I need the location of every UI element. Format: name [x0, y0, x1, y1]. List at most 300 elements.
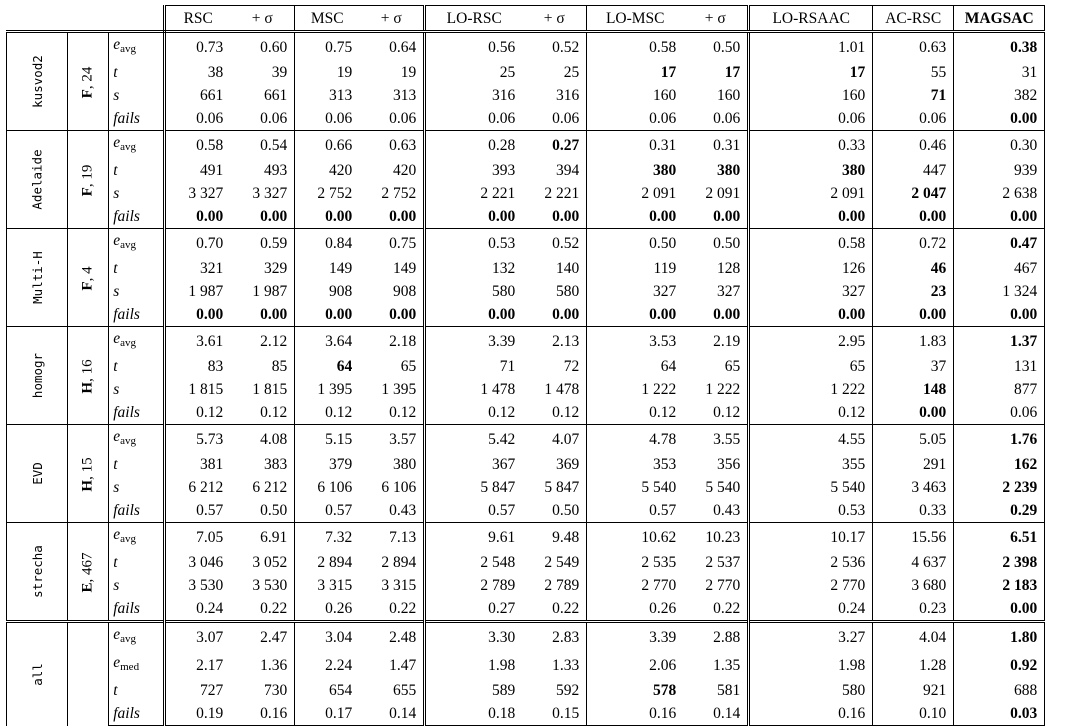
- value-cell: 0.22: [230, 597, 295, 622]
- value-cell: 6 106: [317, 479, 353, 496]
- value-cell: 3.07: [165, 622, 231, 652]
- metric-label: [109, 84, 165, 107]
- metric-subscript: avg: [120, 633, 137, 645]
- value-cell: 4.55: [749, 425, 873, 454]
- metric-symbol: s: [113, 381, 120, 398]
- value-cell: 0.56: [425, 32, 523, 62]
- value-cell: 2 183: [954, 574, 1045, 597]
- value-cell: 0.00: [587, 205, 684, 229]
- problem-letter: H: [79, 479, 96, 492]
- value-cell: 3 327: [165, 182, 231, 205]
- metric-label: [109, 476, 165, 499]
- value-cell: 0.12: [230, 401, 295, 425]
- metric-symbol: t: [113, 554, 118, 571]
- value-cell: 1.35: [713, 656, 741, 674]
- value-cell: 0.00: [522, 303, 587, 327]
- value-cell: 3.64: [295, 327, 360, 356]
- value-cell: 356: [716, 456, 741, 473]
- header-lo-rsaac: LO-RSAAC: [749, 6, 873, 32]
- header-rsc: RSC: [165, 6, 231, 32]
- value-cell: 589: [425, 679, 523, 702]
- header-lo-rsc-sigma: + σ: [522, 6, 587, 32]
- value-cell: 0.22: [359, 597, 425, 622]
- table-row: [7, 622, 1045, 652]
- value-cell: 491: [165, 159, 231, 182]
- metric-symbol: s: [113, 87, 120, 104]
- value-cell: 2.19: [683, 327, 749, 356]
- value-cell: 661: [165, 84, 231, 107]
- results-table: [6, 5, 1045, 726]
- value-cell: 65: [749, 355, 873, 378]
- problem-count: 4: [79, 265, 96, 274]
- value-cell: 3.04: [295, 622, 360, 652]
- value-cell: 0.22: [522, 597, 587, 622]
- value-cell: 581: [716, 682, 741, 699]
- value-cell: 2 770: [749, 574, 873, 597]
- value-cell: 380: [392, 456, 417, 473]
- problem-type: H, 16: [79, 358, 96, 394]
- value-cell: 65: [400, 358, 417, 375]
- table-row: [7, 425, 1045, 454]
- metric-label: [109, 280, 165, 303]
- value-cell: 2 537: [705, 554, 741, 571]
- value-cell: 1 987: [230, 280, 295, 303]
- table-row: [7, 523, 1045, 552]
- value-cell: 447: [873, 159, 954, 182]
- value-cell: 0.46: [873, 131, 954, 160]
- value-cell: 0.30: [954, 131, 1045, 160]
- value-cell: 5 847: [522, 476, 587, 499]
- value-cell: 0.00: [522, 205, 587, 229]
- metric-label: [109, 453, 165, 476]
- value-cell: 0.50: [587, 229, 684, 258]
- value-cell: 5 540: [749, 476, 873, 499]
- value-cell: 4.04: [873, 622, 954, 652]
- value-cell: 1.80: [954, 622, 1045, 652]
- value-cell: 688: [954, 679, 1045, 702]
- value-cell: 5.73: [165, 425, 231, 454]
- metric-symbol: e: [113, 330, 121, 347]
- metric-label: [109, 355, 165, 378]
- value-cell: 0.00: [230, 303, 295, 327]
- value-cell: 0.15: [522, 702, 587, 726]
- value-cell: 0.06: [954, 401, 1045, 425]
- value-cell: 0.33: [873, 499, 954, 523]
- value-cell: 0.12: [295, 401, 360, 425]
- value-cell: 1.37: [954, 327, 1045, 356]
- metric-symbol: t: [113, 358, 118, 375]
- metric-label: [109, 401, 165, 425]
- value-cell: 291: [873, 453, 954, 476]
- problem-label-cell: [68, 229, 109, 327]
- value-cell: 316: [425, 84, 523, 107]
- value-cell: 394: [522, 159, 587, 182]
- value-cell: 0.33: [749, 131, 873, 160]
- value-cell: 1.01: [749, 32, 873, 62]
- metric-symbol: t: [113, 456, 118, 473]
- value-cell: 2 638: [954, 182, 1045, 205]
- value-cell: 71: [425, 355, 523, 378]
- value-cell: 126: [749, 257, 873, 280]
- value-cell: 0.00: [954, 205, 1045, 229]
- dataset-name: Adelaide: [29, 149, 45, 210]
- metric-symbol: s: [113, 185, 120, 202]
- value-cell: 0.00: [749, 303, 873, 327]
- metric-subscript: avg: [120, 435, 137, 447]
- value-cell: 3 315: [381, 577, 417, 594]
- value-cell: 4.07: [522, 425, 587, 454]
- value-cell: 2 091: [641, 185, 677, 202]
- value-cell: 2 535: [641, 554, 677, 571]
- value-cell: 160: [716, 87, 741, 104]
- value-cell: 0.00: [873, 205, 954, 229]
- value-cell: 2 894: [381, 554, 417, 571]
- value-cell: 0.53: [425, 229, 523, 258]
- value-cell: 149: [392, 260, 417, 277]
- value-cell: 37: [873, 355, 954, 378]
- value-cell: 353: [652, 456, 677, 473]
- metric-symbol: t: [113, 260, 118, 277]
- value-cell: 908: [328, 283, 353, 300]
- value-cell: 2 221: [425, 182, 523, 205]
- value-cell: 580: [425, 280, 523, 303]
- metric-label: [109, 597, 165, 622]
- problem-type: E, 467: [79, 551, 96, 593]
- value-cell: 64: [660, 358, 677, 375]
- results-table-container: [6, 5, 1045, 726]
- value-cell: 939: [954, 159, 1045, 182]
- value-cell: 9.48: [522, 523, 587, 552]
- value-cell: 578: [652, 682, 677, 699]
- problem-type: F, 19: [79, 164, 96, 196]
- value-cell: 0.92: [954, 651, 1045, 679]
- problem-letter: E: [79, 581, 96, 593]
- value-cell: 313: [392, 87, 417, 104]
- value-cell: 1.36: [230, 651, 295, 679]
- value-cell: 921: [873, 679, 954, 702]
- value-cell: 0.06: [749, 107, 873, 131]
- metric-symbol: t: [113, 64, 118, 81]
- metric-symbol: e: [113, 526, 121, 543]
- metric-subscript: avg: [120, 337, 137, 349]
- value-cell: 1.76: [954, 425, 1045, 454]
- value-cell: 17: [749, 61, 873, 84]
- metric-label: [109, 622, 165, 652]
- value-cell: 393: [425, 159, 523, 182]
- value-cell: 3 052: [230, 551, 295, 574]
- value-cell: 0.26: [295, 597, 360, 622]
- metric-subscript: avg: [120, 43, 137, 55]
- value-cell: 0.72: [873, 229, 954, 258]
- value-cell: 467: [954, 257, 1045, 280]
- value-cell: 727: [165, 679, 231, 702]
- value-cell: 1 222: [705, 381, 741, 398]
- value-cell: 1.98: [749, 651, 873, 679]
- value-cell: 0.84: [295, 229, 360, 258]
- value-cell: 0.24: [165, 597, 231, 622]
- table-row: [7, 229, 1045, 258]
- value-cell: 38: [165, 61, 231, 84]
- value-cell: 329: [230, 257, 295, 280]
- table-row: [7, 257, 1045, 280]
- value-cell: 0.57: [425, 499, 523, 523]
- value-cell: 3.27: [749, 622, 873, 652]
- problem-count: 15: [79, 456, 96, 472]
- value-cell: 2 789: [522, 574, 587, 597]
- header-magsac: MAGSAC: [954, 6, 1045, 32]
- value-cell: 3.61: [165, 327, 231, 356]
- table-row: [7, 551, 1045, 574]
- metric-symbol: e: [113, 134, 121, 151]
- value-cell: 3 463: [873, 476, 954, 499]
- problem-count: 19: [79, 164, 96, 180]
- value-cell: 730: [230, 679, 295, 702]
- value-cell: 0.64: [359, 32, 425, 62]
- value-cell: 493: [230, 159, 295, 182]
- value-cell: 0.52: [522, 32, 587, 62]
- value-cell: 10.23: [683, 523, 749, 552]
- dataset-label-cell: [7, 523, 68, 622]
- metric-label: [109, 574, 165, 597]
- value-cell: 655: [392, 682, 417, 699]
- value-cell: 0.50: [230, 499, 295, 523]
- value-cell: 1 395: [317, 381, 353, 398]
- table-row: [7, 679, 1045, 702]
- value-cell: 19: [336, 64, 353, 81]
- value-cell: 71: [873, 84, 954, 107]
- value-cell: 0.31: [683, 131, 749, 160]
- problem-type: F, 24: [79, 66, 96, 98]
- value-cell: 0.60: [230, 32, 295, 62]
- value-cell: 10.17: [749, 523, 873, 552]
- value-cell: 1 987: [165, 280, 231, 303]
- dataset-label-cell: [7, 32, 68, 131]
- value-cell: 0.06: [425, 107, 523, 131]
- metric-subscript: avg: [120, 533, 137, 545]
- problem-type: F, 4: [79, 265, 96, 291]
- value-cell: 1 815: [165, 378, 231, 401]
- value-cell: 382: [954, 84, 1045, 107]
- value-cell: 0.47: [954, 229, 1045, 258]
- value-cell: 2 789: [425, 574, 523, 597]
- value-cell: 0.75: [295, 32, 360, 62]
- value-cell: 83: [165, 355, 231, 378]
- value-cell: 0.12: [749, 401, 873, 425]
- value-cell: 5.15: [295, 425, 360, 454]
- value-cell: 355: [749, 453, 873, 476]
- table-row: [7, 303, 1045, 327]
- value-cell: 5.05: [873, 425, 954, 454]
- problem-label-cell: [68, 32, 109, 131]
- value-cell: 908: [392, 283, 417, 300]
- dataset-name: homogr: [29, 352, 45, 399]
- value-cell: 2.95: [749, 327, 873, 356]
- value-cell: 0.16: [587, 702, 684, 726]
- header-lo-rsc: LO-RSC: [425, 6, 523, 32]
- value-cell: 1 222: [641, 381, 677, 398]
- table-row: [7, 378, 1045, 401]
- value-cell: 128: [716, 260, 741, 277]
- metric-subscript: avg: [120, 239, 137, 251]
- metric-subscript: avg: [120, 141, 137, 153]
- value-cell: 3 530: [165, 574, 231, 597]
- value-cell: 3.53: [587, 327, 684, 356]
- value-cell: 0.75: [359, 229, 425, 258]
- value-cell: 369: [522, 453, 587, 476]
- value-cell: 0.00: [954, 107, 1045, 131]
- value-cell: 2 047: [873, 182, 954, 205]
- header-row: [7, 6, 1045, 32]
- dataset-name: Multi-H: [29, 251, 45, 304]
- value-cell: 2 091: [749, 182, 873, 205]
- value-cell: 3 315: [317, 577, 353, 594]
- header-msc: MSC: [295, 6, 360, 32]
- value-cell: 119: [653, 260, 677, 277]
- value-cell: 0.43: [683, 499, 749, 523]
- metric-symbol: fails: [113, 600, 140, 617]
- value-cell: 0.14: [683, 702, 749, 726]
- problem-count: 16: [79, 358, 96, 374]
- metric-symbol: e: [113, 428, 121, 445]
- value-cell: 6.51: [954, 523, 1045, 552]
- metric-subscript: med: [120, 661, 140, 673]
- table-row: [7, 131, 1045, 160]
- value-cell: 0.52: [522, 229, 587, 258]
- value-cell: 380: [749, 159, 873, 182]
- value-cell: 2 770: [705, 577, 741, 594]
- value-cell: 7.32: [295, 523, 360, 552]
- value-cell: 2 398: [954, 551, 1045, 574]
- value-cell: 31: [954, 61, 1045, 84]
- value-cell: 367: [425, 453, 523, 476]
- problem-count: 467: [79, 551, 96, 575]
- value-cell: 6 106: [381, 479, 417, 496]
- value-cell: 0.50: [522, 499, 587, 523]
- metric-label: [109, 32, 165, 62]
- value-cell: 0.06: [873, 107, 954, 131]
- results-body: [7, 32, 1045, 726]
- problem-label-cell: [68, 327, 109, 425]
- value-cell: 0.00: [587, 303, 684, 327]
- value-cell: 3 680: [873, 574, 954, 597]
- value-cell: 0.38: [954, 32, 1045, 62]
- value-cell: 0.06: [587, 107, 684, 131]
- value-cell: 0.22: [683, 597, 749, 622]
- value-cell: 64: [336, 358, 353, 375]
- value-cell: 148: [873, 378, 954, 401]
- value-cell: 0.00: [165, 205, 231, 229]
- value-cell: 0.06: [165, 107, 231, 131]
- value-cell: 0.12: [165, 401, 231, 425]
- value-cell: 0.00: [359, 205, 425, 229]
- value-cell: 1.47: [389, 656, 417, 674]
- metric-label: [109, 182, 165, 205]
- value-cell: 0.16: [230, 702, 295, 726]
- value-cell: 6 212: [230, 476, 295, 499]
- metric-symbol: s: [113, 577, 120, 594]
- value-cell: 0.53: [749, 499, 873, 523]
- value-cell: 160: [749, 84, 873, 107]
- value-cell: 2 536: [749, 551, 873, 574]
- value-cell: 0.43: [359, 499, 425, 523]
- metric-symbol: fails: [113, 404, 140, 421]
- value-cell: 2 221: [522, 182, 587, 205]
- metric-symbol: e: [113, 36, 121, 53]
- metric-symbol: fails: [113, 705, 140, 722]
- value-cell: 381: [165, 453, 231, 476]
- value-cell: 0.24: [749, 597, 873, 622]
- value-cell: 0.23: [873, 597, 954, 622]
- value-cell: 0.06: [522, 107, 587, 131]
- value-cell: 0.70: [165, 229, 231, 258]
- value-cell: 72: [522, 355, 587, 378]
- value-cell: 6.91: [230, 523, 295, 552]
- value-cell: 9.61: [425, 523, 523, 552]
- table-row: [7, 355, 1045, 378]
- value-cell: 3.55: [683, 425, 749, 454]
- value-cell: 17: [724, 64, 741, 81]
- value-cell: 162: [954, 453, 1045, 476]
- value-cell: 327: [716, 283, 741, 300]
- dataset-label-cell: [7, 229, 68, 327]
- metric-symbol: fails: [113, 502, 140, 519]
- value-cell: 5 847: [425, 476, 523, 499]
- value-cell: 3.39: [425, 327, 523, 356]
- value-cell: 0.27: [425, 597, 523, 622]
- value-cell: 3.57: [359, 425, 425, 454]
- table-row: [7, 702, 1045, 726]
- value-cell: 0.06: [295, 107, 360, 131]
- value-cell: 316: [522, 84, 587, 107]
- value-cell: 2.24: [325, 656, 353, 674]
- metric-label: [109, 257, 165, 280]
- value-cell: 3.30: [425, 622, 523, 652]
- value-cell: 0.00: [873, 303, 954, 327]
- value-cell: 140: [522, 257, 587, 280]
- value-cell: 313: [328, 87, 353, 104]
- dataset-label-cell: [7, 131, 68, 229]
- problem-letter: H: [79, 381, 96, 394]
- value-cell: 65: [724, 358, 741, 375]
- value-cell: 0.66: [295, 131, 360, 160]
- table-row: [7, 597, 1045, 622]
- value-cell: 7.05: [165, 523, 231, 552]
- value-cell: 3 046: [165, 551, 231, 574]
- metric-label: [109, 205, 165, 229]
- value-cell: 2.12: [230, 327, 295, 356]
- metric-symbol: t: [113, 162, 118, 179]
- value-cell: 131: [954, 355, 1045, 378]
- metric-label: [109, 327, 165, 356]
- table-row: [7, 205, 1045, 229]
- problem-letter: F: [79, 186, 96, 196]
- metric-symbol: s: [113, 479, 120, 496]
- value-cell: 7.13: [359, 523, 425, 552]
- metric-label: [109, 523, 165, 552]
- header-msc-sigma: + σ: [359, 6, 425, 32]
- value-cell: 0.12: [522, 401, 587, 425]
- table-row: [7, 280, 1045, 303]
- value-cell: 2 549: [522, 551, 587, 574]
- value-cell: 1 395: [381, 381, 417, 398]
- value-cell: 0.58: [165, 131, 231, 160]
- value-cell: 3 327: [230, 182, 295, 205]
- value-cell: 2.48: [359, 622, 425, 652]
- value-cell: 0.58: [749, 229, 873, 258]
- dataset-name: strecha: [29, 545, 45, 598]
- metric-label: [109, 651, 165, 679]
- value-cell: 3 530: [230, 574, 295, 597]
